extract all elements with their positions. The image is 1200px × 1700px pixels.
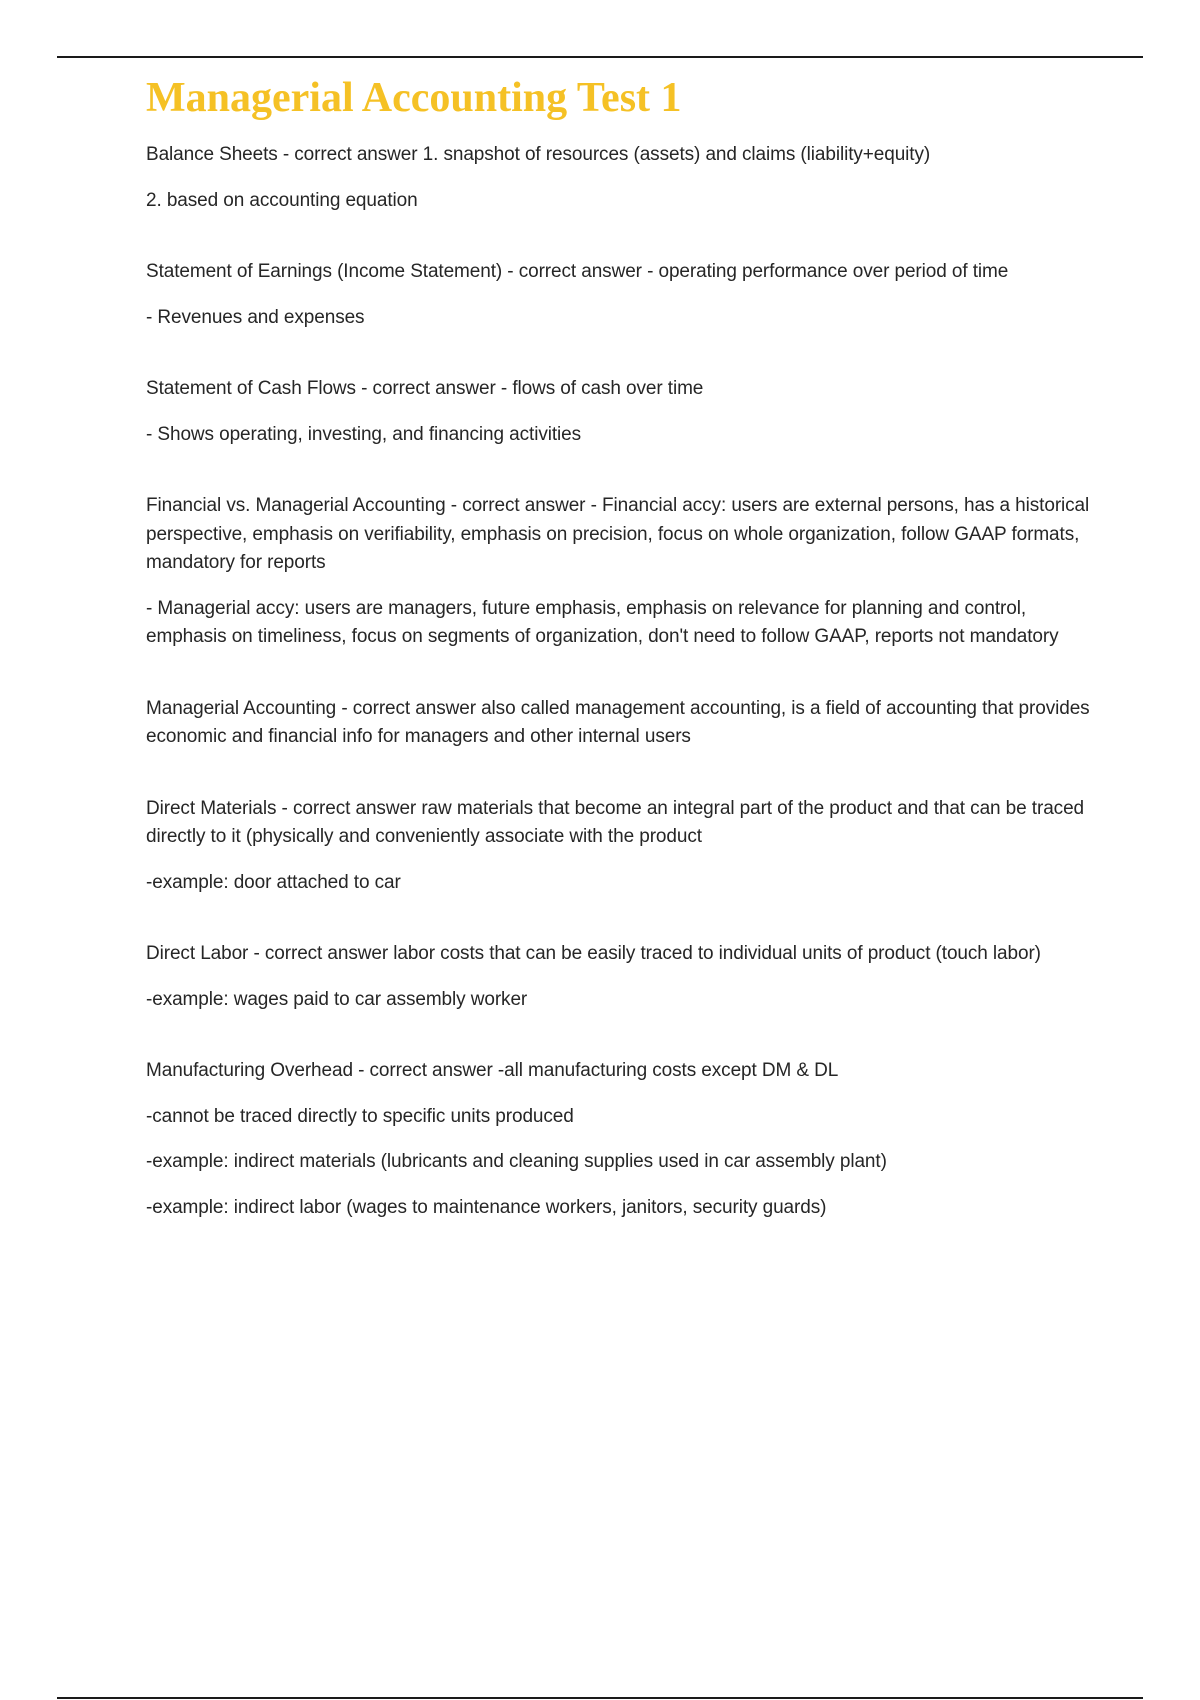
document-title: Managerial Accounting Test 1 — [146, 75, 682, 121]
entry-note: -cannot be traced directly to specific units produced — [146, 1105, 574, 1127]
entry-definition: Direct Materials - correct answer raw materials that become an integral part of the product and that can be traced directly to it (physically and conveniently associate with the product — [146, 797, 1084, 847]
entry-direct-labor — [146, 940, 1092, 1014]
entry-note: 2. based on accounting equation — [146, 189, 418, 211]
entry-definition: Statement of Cash Flows - correct answer - flows of cash over time — [146, 378, 704, 399]
entry-note: - Shows operating, investing, and financing activities — [146, 423, 582, 445]
entry-manufacturing-overhead — [146, 1057, 1092, 1222]
entry-note: - Managerial accy: users are managers, future emphasis, emphasis on relevance for planning and control, emphasis on timeliness, focus on segments of organization, don't need to follow GAAP, reports not mandatory — [146, 597, 1059, 647]
entry-definition: Managerial Accounting - correct answer also called management accounting, is a field of accounting that provides economic and financial info for managers and other internal users — [146, 697, 1090, 747]
entry-managerial-accounting — [146, 695, 1092, 752]
entry-definition: Balance Sheets - correct answer 1. snapshot of resources (assets) and claims (liability+equity) — [146, 144, 931, 165]
entry-balance-sheets — [146, 141, 1092, 215]
entry-note: -example: door attached to car — [146, 871, 401, 893]
entry-financial-vs-managerial — [146, 492, 1092, 652]
entry-note: -example: wages paid to car assembly worker — [146, 988, 528, 1010]
entry-statement-of-earnings — [146, 258, 1092, 332]
entry-definition: Manufacturing Overhead - correct answer -all manufacturing costs except DM & DL — [146, 1060, 839, 1081]
entry-definition: Statement of Earnings (Income Statement) - correct answer - operating performance over period of time — [146, 261, 1009, 282]
entry-note: -example: indirect labor (wages to maintenance workers, janitors, security guards) — [146, 1196, 827, 1218]
entry-direct-materials — [146, 795, 1092, 898]
document-body — [146, 72, 1092, 1265]
entry-note: - Revenues and expenses — [146, 306, 365, 328]
entry-note: -example: indirect materials (lubricants and cleaning supplies used in car assembly plant) — [146, 1151, 887, 1172]
entry-definition: Financial vs. Managerial Accounting - correct answer - Financial accy: users are external persons, has a historical perspective, emphasis on verifiability, emphasis on precision, focus on whole organization, follow GAAP formats, mandatory for reports — [146, 495, 1090, 573]
entry-statement-of-cash-flows — [146, 375, 1092, 449]
footer-rule — [57, 1697, 1143, 1699]
header-rule — [57, 56, 1143, 58]
entry-definition: Direct Labor - correct answer labor costs that can be easily traced to individual units of product (touch labor) — [146, 943, 1041, 964]
